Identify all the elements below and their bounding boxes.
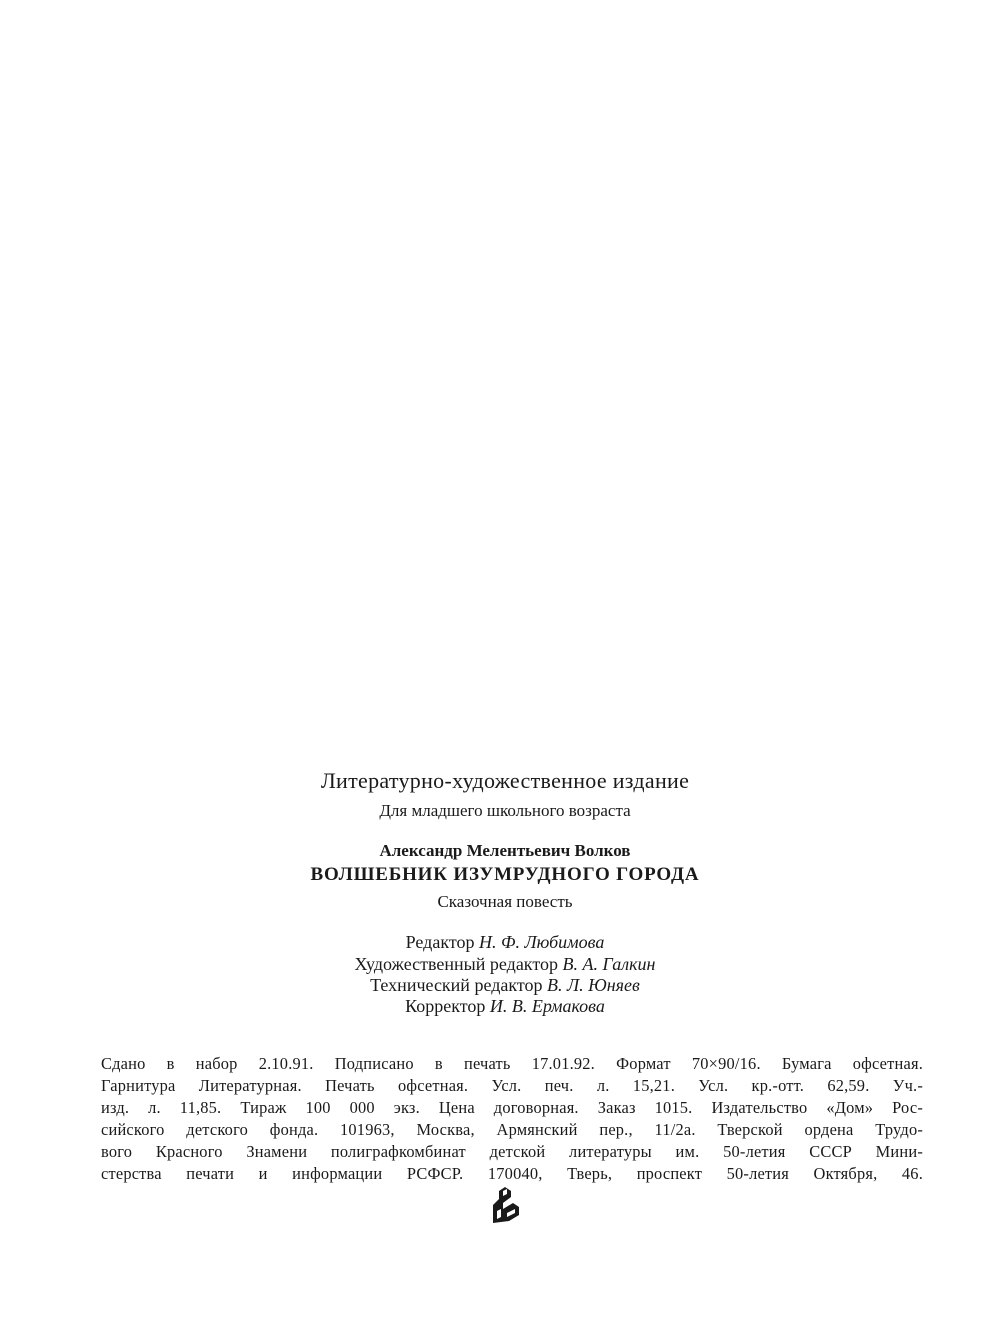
imprint-line: стерства печати и информации РСФСР. 170040, Тверь, проспект 50-летия Октября, 46. xyxy=(101,1164,923,1183)
credit-proofreader xyxy=(0,996,1000,1017)
credit-role: Редактор xyxy=(405,932,475,952)
imprint-block xyxy=(101,1053,923,1185)
credit-person: В. А. Галкин xyxy=(562,954,656,974)
imprint-line: Сдано в набор 2.10.91. Подписано в печать 17.01.92. Формат 70×90/16. Бумага офсетная. xyxy=(101,1054,923,1073)
edition-type: Литературно-художественное издание xyxy=(320,768,690,793)
credit-person: И. В. Ермакова xyxy=(489,996,605,1016)
credit-technical-editor xyxy=(0,975,1000,996)
book-title: ВОЛШЕБНИК ИЗУМРУДНОГО ГОРОДА xyxy=(310,864,700,885)
age-group: Для младшего школьного возраста xyxy=(379,801,631,820)
credit-person: Н. Ф. Любимова xyxy=(478,932,605,952)
credit-person: В. Л. Юняев xyxy=(546,975,640,995)
publisher-logo-icon xyxy=(489,1185,523,1225)
credit-art-editor xyxy=(0,954,1000,975)
imprint-line: Гарнитура Литературная. Печать офсетная. Усл. печ. л. 15,21. Усл. кр.-отт. 62,59. Уч.- xyxy=(101,1076,923,1095)
credit-role: Технический редактор xyxy=(370,975,543,995)
credit-role: Корректор xyxy=(405,996,486,1016)
imprint-line: изд. л. 11,85. Тираж 100 000 экз. Цена договорная. Заказ 1015. Издательство «Дом» Рос- xyxy=(101,1098,923,1117)
imprint-line: вого Красного Знамени полиграфкомбинат детской литературы им. 50-летия СССР Мини- xyxy=(101,1142,923,1161)
imprint-line: сийского детского фонда. 101963, Москва, Армянский пер., 11/2а. Тверской ордена Трудо- xyxy=(101,1120,923,1139)
credit-role: Художественный редактор xyxy=(354,954,558,974)
book-genre: Сказочная повесть xyxy=(437,892,573,911)
credit-editor xyxy=(0,932,1000,953)
author-name: Александр Мелентьевич Волков xyxy=(379,841,631,860)
